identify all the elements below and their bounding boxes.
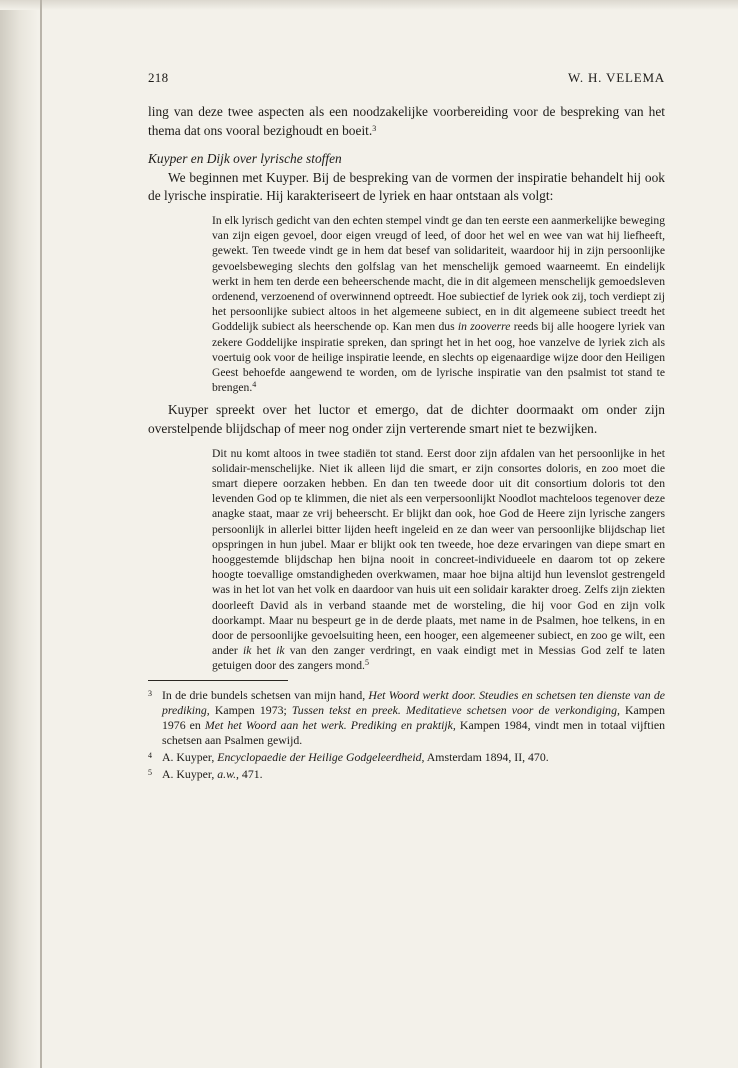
- paragraph-2: Kuyper spreekt over het luctor et emergo, dat de dichter doormaakt om onder zijn overstelpende blijdschap of meer nog onder zijn verterende smart niet te bezwijken.: [148, 402, 665, 436]
- footnote-4: 4 A. Kuyper, Encyclopaedie der Heilige Godgeleerdheid, Amsterdam 1894, II, 470.: [148, 749, 549, 764]
- footnote-ref-3[interactable]: 3: [372, 123, 377, 133]
- page-number: 218: [148, 70, 169, 85]
- section-heading: Kuyper en Dijk over lyrische stoffen: [148, 151, 342, 167]
- footnote-3: 3 In de drie bundels schetsen van mijn hand, Het Woord werkt door. Steudies en schetsen ten dienste van de prediking, Kampen 1973; Tussen tekst en preek. Meditatieve schetsen voor de verkondiging, Kampen 1976 en Met het Woord aan het werk. Prediking en praktijk, Kampen 1984, vindt men in totaal vijftien schetsen aan Psalmen gewijd.: [148, 687, 665, 747]
- block-quote-2: Dit nu komt altoos in twee stadiën tot stand. Eerst door zijn afdalen van het persoonlijke in het solidair-menschelijke. Niet ik alleen lijd die smart, er zijn consortes doloris, en zoo moet die smart diepere oorzaken hebben. En dan ten tweede door uit dit consortium doloris tot den levenden God op te klimmen, die niet als een verpersoonlijkt Noodlot machteloos tegenover deze anagke staat, maar ze vrij beheerscht. Er blijkt dan ook, hoe God de Heere zijn lyrische zangers persoonlijk in allerlei bitter lijden heeft ingeleid en ze dan weer van persoonlijke blijdschap liet opspringen in hun jubel. Maar er blijkt ook ten tweede, hoe deze ervaringen van diepe smart en hooggestemde blijdschap hen bijna nooit in concreet-individueele en daarom tot op zekere hoogte toevallige omstandigheden overkwamen, maar hoe bijna altijd hun levenslot gestrengeld was in het lot van het volk en daardoor van huis uit een solidair karakter droeg. Zelfs zijn ziekten doorleeft David als in verband staande met de worsteling, die hij voor God en zijn volk doorkampt. Maar nu bespeurt ge in de derde plaats, met name in de Psalmen, hoe telkens, in en door de persoonlijke gevoelsuiting heen, een hooger, een algemeener subiect, en zoo ge wilt, een ander ik het ik van den zanger verdringt, en vaak eindigt met in Messias God zelf te laten getuigen door des zangers mond.$^5$: [212, 446, 665, 673]
- page-shadow-left: [0, 0, 38, 1068]
- block-quote-1: In elk lyrisch gedicht van den echten stempel vindt ge dan ten eerste een aanmerkelijke beweging van zijn eigen gevoel, door eigen vreugd of leed, of door het wel en wee van wat hij liefheeft, gewekt. Ten tweede vindt ge in hem dat besef van solidariteit, waardoor hij in zijn persoonlijke gevoelsbeweging slechts den golfslag van het menschelijk gemoed waarneemt. En eindelijk werkt in hem ten derde een beheerschende macht, die in dit algemeen menschelijk gemoedsleven ordenend, verzoenend of overwinnend optreedt. Hoe subiectief de lyriek ook zij, toch verdiept zij het persoonlijke subiect altoos in het algemeene subiect, en in dit algemeene subiect treedt het Goddelijk subiect als heerschende op. Kan men dus in zooverre reeds bij alle hoogere lyriek van zekere Goddelijke inspiratie spreken, dan springt het in het oog, hoe vanzelve de lyriek zich als voertuig ook voor de heilige inspiratie leende, en slechts op eigenaardige wijze door den Heiligen Geest behoefde aangewend te worden, om de lyrische inspiratie van den psalmist tot stand te brengen.$^4$: [212, 213, 665, 395]
- main-text: [148, 103, 665, 782]
- footnote-5: 5 A. Kuyper, a.w., 471.: [148, 766, 263, 781]
- binding-line: [40, 0, 42, 1068]
- footnote-ref-5[interactable]: 5: [364, 658, 369, 668]
- page-shadow-top: [0, 0, 738, 10]
- footnote-ref-4[interactable]: 4: [252, 380, 257, 390]
- paragraph-1: We beginnen met Kuyper. Bij de bespreking van de vormen der inspiratie behandelt hij ook de lyrische inspiratie. Hij karakteriseert de lyriek en haar ontstaan als volgt:: [148, 169, 665, 204]
- footnotes: [148, 686, 665, 782]
- running-head: W. H. VELEMA: [568, 70, 665, 85]
- footnote-divider: [148, 680, 288, 681]
- intro-paragraph: ling van deze twee aspecten als een noodzakelijke voorbereiding voor de bespreking van het thema dat ons vooral bezighoudt en boeit.$^3$: [148, 104, 665, 138]
